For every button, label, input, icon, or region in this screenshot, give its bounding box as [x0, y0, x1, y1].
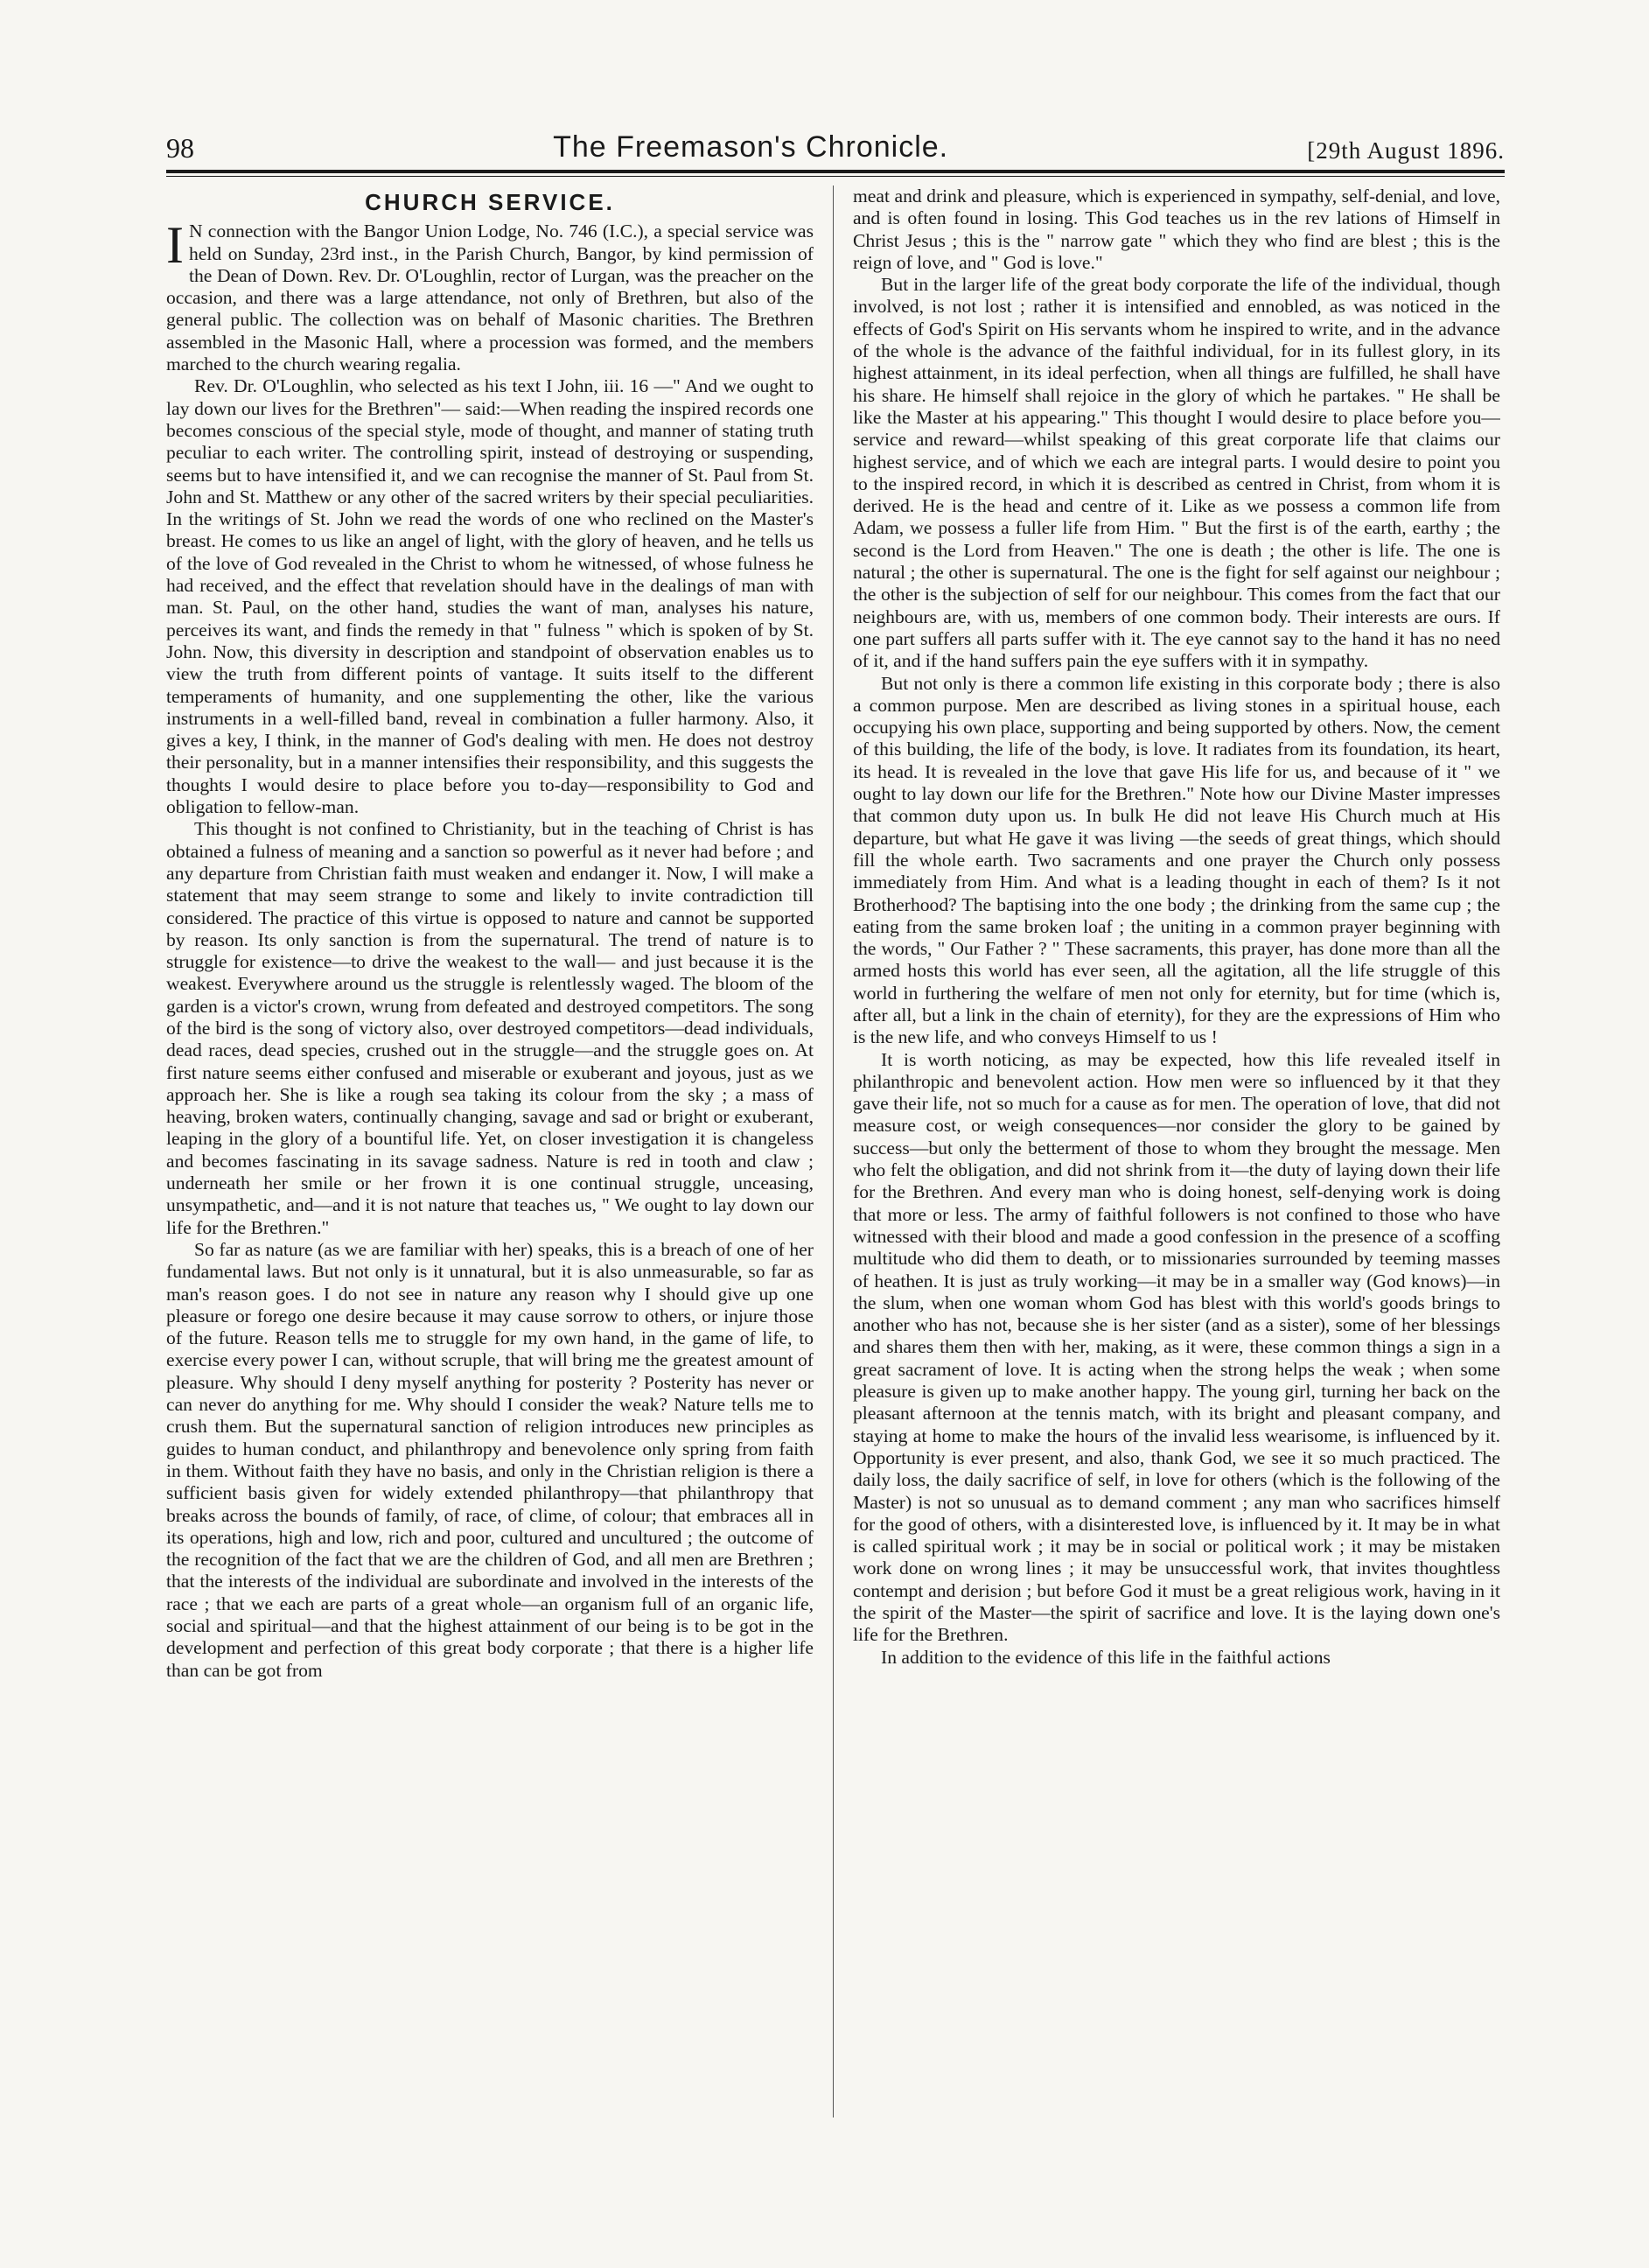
page-header	[166, 122, 1505, 164]
page-number: 98	[166, 132, 194, 164]
left-column	[166, 188, 814, 2118]
paragraph-7: But not only is there a common life existing in this corporate body ; there is also a common purpose. Men are described as living stones in a spiritual house, each occupying his own place, supporting and being supported by others. Now, the cement of this building, the life of the body, is love. It radiates from its foundation, its heart, its head. It is revealed in the love that gave His life for us, and because of it " we ought to lay down our life for the Brethren." Note how our Divine Master impresses that common duty upon us. In bulk He did not leave His Church much at His departure, but what He gave it was living —the seeds of great things, which should fill the whole earth. Two sacraments and one prayer the Church only possess immediately from Him. And what is a leading thought in each of them? Is it not Brotherhood? The baptising into the one body ; the drinking from the same cup ; the eating from the same broken loaf ; the uniting in a common prayer beginning with the words, " Our Father ? " These sacraments, this prayer, has done more than all the armed hosts this world has ever seen, all the agitation, all the life struggle of this world in furthering the welfare of men not only for eternity, but for time (which is, after all, but a link in the chain of eternity), for they are the expressions of Him who is the new life, and who conveys Himself to us !	[853, 672, 1500, 1048]
column-divider	[833, 186, 834, 2118]
paragraph-2: Rev. Dr. O'Loughlin, who selected as his text I John, iii. 16 —" And we ought to lay down our lives for the Brethren"— said:—When reading the inspired records one becomes conscious of the special style, mode of thought, and manner of stating truth peculiar to each writer. The controlling spirit, instead of destroying or suspending, seems but to have intensified it, and we can recognise the manner of St. Paul from St. John and St. Matthew or any other of the sacred writers by their special peculiarities. In the writings of St. John we read the words of one who reclined on the Master's breast. He comes to us like an angel of light, with the glory of heaven, and he tells us of the love of God revealed in the Christ to whom he witnessed, of whose fulness he had received, and the effect that revelation should have in the dealings of man with man. St. Paul, on the other hand, studies the want of man, analyses his nature, perceives its want, and finds the remedy in that " fulness " which is spoken of by St. John. Now, this diversity in description and standpoint of observation enables us to view the truth from different points of vantage. It suits itself to the different temperaments of humanity, and one supplementing the other, like the various instruments in a well-filled band, reveal in combination a fuller harmony. Also, it gives a key, I think, in the manner of God's dealing with men. He does not destroy their personality, but in a manner intensifies their responsibility, and this suggests the thoughts I would desire to place before you to-day—responsibility to God and obligation to fellow-man.	[166, 375, 814, 818]
paragraph-9: In addition to the evidence of this life in the faithful actions	[881, 1646, 1331, 1668]
article-title: CHURCH SERVICE.	[365, 189, 615, 215]
issue-date: [29th August 1896.	[1307, 137, 1505, 164]
paragraph-8: It is worth noticing, as may be expected, how this life revealed itself in philanthropic and benevolent action. How men were so influenced by it that they gave their life, not so much for a cause as for men. The operation of love, that did not measure cost, or weigh consequences—nor consider the glory to be gained by success—but only the betterment of those to whom they brought the message. Men who felt the obligation, and did not shrink from it—the duty of laying down their life for the Brethren. And every man who is doing honest, self-denying work is doing that more or less. The army of faithful followers is not confined to those who have witnessed with their blood and made a good confession in the presence of a scoffing multitude who did them to death, or to missionaries surrounded by teeming masses of heathen. It is just as truly working—it may be in a smaller way (God knows)—in the slum, when one woman whom God has blest with this world's goods brings to another who has not, because she is her sister (and as a sister), some of her blessings and shares them then with her, making, as it were, these common things a sign in a great sacrament of love. It is acting when the strong helps the weak ; when some pleasure is given up to make another happy. The young girl, turning her back on the pleasant afternoon at the tennis match, with its bright and pleasant company, and staying at home to make the hours of the invalid less wearisome, is influenced by it. Opportunity is ever present, and also, thank God, we see it so much practiced. The daily loss, the daily sacrifice of self, in love for others (which is the following of the Master) is not so unusual as to demand comment ; any man who sacrifices himself for the good of others, with a disinterested love, is influenced by it. It may be in what is called spiritual work ; it may be in social or political work ; it may be mistaken work done on wrong lines ; it may be unsuccessful work, that invites thoughtless contempt and derision ; but before God it must be a great religious work, having in it the spirit of the Master—the spirit of sacrifice and love. It is the laying down one's life for the Brethren.	[853, 1048, 1500, 1646]
paragraph-4: So far as nature (as we are familiar with her) speaks, this is a breach of one of her fundamental laws. But not only is it unnatural, but it is also unmeasurable, so far as man's reason goes. I do not see in nature any reason why I should give up one pleasure or forego one desire because it may cause sorrow to others, or injure those of the future. Reason tells me to struggle for my own hand, in the game of life, to exercise every power I can, without scruple, that will bring me the greatest amount of pleasure. Why should I deny myself anything for posterity ? Posterity has never or can never do anything for me. Why should I consider the weak? Nature tells me to crush them. But the supernatural sanction of religion introduces new principles as guides to human conduct, and philanthropy and benevolence only spring from faith in them. Without faith they have no basis, and only in the Christian religion is there a sufficient basis given for widely extended philanthropy—that philanthropy that breaks across the bounds of family, of race, of clime, of colour; that embraces all in its operations, high and low, rich and poor, cultured and uncultured ; the outcome of the recognition of the fact that we are the children of God, and all men are Brethren ; that the interests of the individual are subordinate and involved in the interests of the race ; that we each are parts of a great whole—an organism full of an organic life, social and spiritual—and that the highest attainment of our being is to be got in the development and perfection of this great body corporate ; that there is a higher life than can be got from	[166, 1238, 814, 1681]
drop-cap: I	[166, 216, 184, 275]
right-column	[853, 186, 1500, 2115]
paragraph-1	[166, 216, 814, 375]
paragraph-3: This thought is not confined to Christianity, but in the teaching of Christ is has obtained a fulness of meaning and a sanction so powerful as it never had before ; and any departure from Christian faith must weaken and endanger it. Now, I will make a statement that may seem strange to some and likely to invite contradiction till considered. The practice of this virtue is opposed to nature and cannot be supported by reason. Its only sanction is from the supernatural. The trend of nature is to struggle for existence—to drive the weakest to the wall— and just because it is the weakest. Everywhere around us the struggle is relentlessly waged. The bloom of the garden is a victor's crown, wrung from defeated and destroyed competitors. The song of the bird is the song of victory also, over destroyed competitors—dead individuals, dead races, dead species, crushed out in the struggle—and the struggle goes on. At first nature seems either confused and miserable or exuberant and joyous, just as we approach her. She is like a rough sea taking its colour from the sky ; a mass of heaving, broken waters, continually changing, savage and sad or bright or exuberant, leaping in the glory of a bountiful life. Yet, on closer investigation it is changeless and becomes fascinating in its savage sadness. Nature is red in tooth and claw ; underneath her smile or her frown it is one continual struggle, unceasing, unsympathetic, and—and it is not nature that teaches us, " We ought to lay down our life for the Brethren."	[166, 818, 814, 1238]
paragraph-6: But in the larger life of the great body corporate the life of the individual, though involved, is not lost ; rather it is intensified and ennobled, as was noticed in the effects of God's Spirit on His servants whom he inspired to write, and in the advance of the whole is the advance of the faithful individual, for in its fullest glory, in its highest attainment, in its ideal perfection, when all things are fulfilled, he shall have his share. He himself shall rejoice in the glory of which he partakes. " He shall be like the Master at his appearing." This thought I would desire to place before you—service and reward—whilst speaking of this great corporate life that claims our highest service, and of which we each are integral parts. I would desire to point you to the inspired record, in which it is described as centred in Christ, from whom it is derived. He is the head and centre of it. Like as we possess a common life from Adam, we possess a fuller life from Him. " But the first is of the earth, earthy ; the second is the Lord from Heaven." The one is death ; the other is life. The one is natural ; the other is supernatural. The one is the fight for self against our neighbour ; the other is the subjection of self for our neighbour. This comes from the fact that our neighbours are, with us, members of one common body. Their interests are ours. If one part suffers all parts suffer with it. The eye cannot say to the hand it has no need of it, and if the hand suffers pain the eye suffers with it in sympathy.	[853, 274, 1500, 672]
paragraph-5: meat and drink and pleasure, which is experienced in sympathy, self-denial, and love, and is often found in losing. This God teaches us in the rev lations of Himself in Christ Jesus ; this is the " narrow gate " which they who find are blest ; this is the reign of love, and " God is love."	[853, 186, 1500, 273]
header-rule-thick	[166, 170, 1505, 173]
publication-title: The Freemason's Chronicle.	[553, 130, 949, 164]
paragraph-1-text: N connection with the Bangor Union Lodge, No. 746 (I.C.), a special service was held on Sunday, 23rd inst., in the Parish Church, Bangor, by kind permission of the Dean of Down. Rev. Dr. O'Loughlin, rector of Lurgan, was the preacher on the occasion, and there was a large attendance, not only of Brethren, but also of the general public. The collection was on behalf of Masonic charities. The Brethren assembled in the Masonic Hall, where a procession was formed, and the members marched to the church wearing regalia.	[166, 220, 814, 375]
header-rule-thin	[166, 176, 1505, 177]
